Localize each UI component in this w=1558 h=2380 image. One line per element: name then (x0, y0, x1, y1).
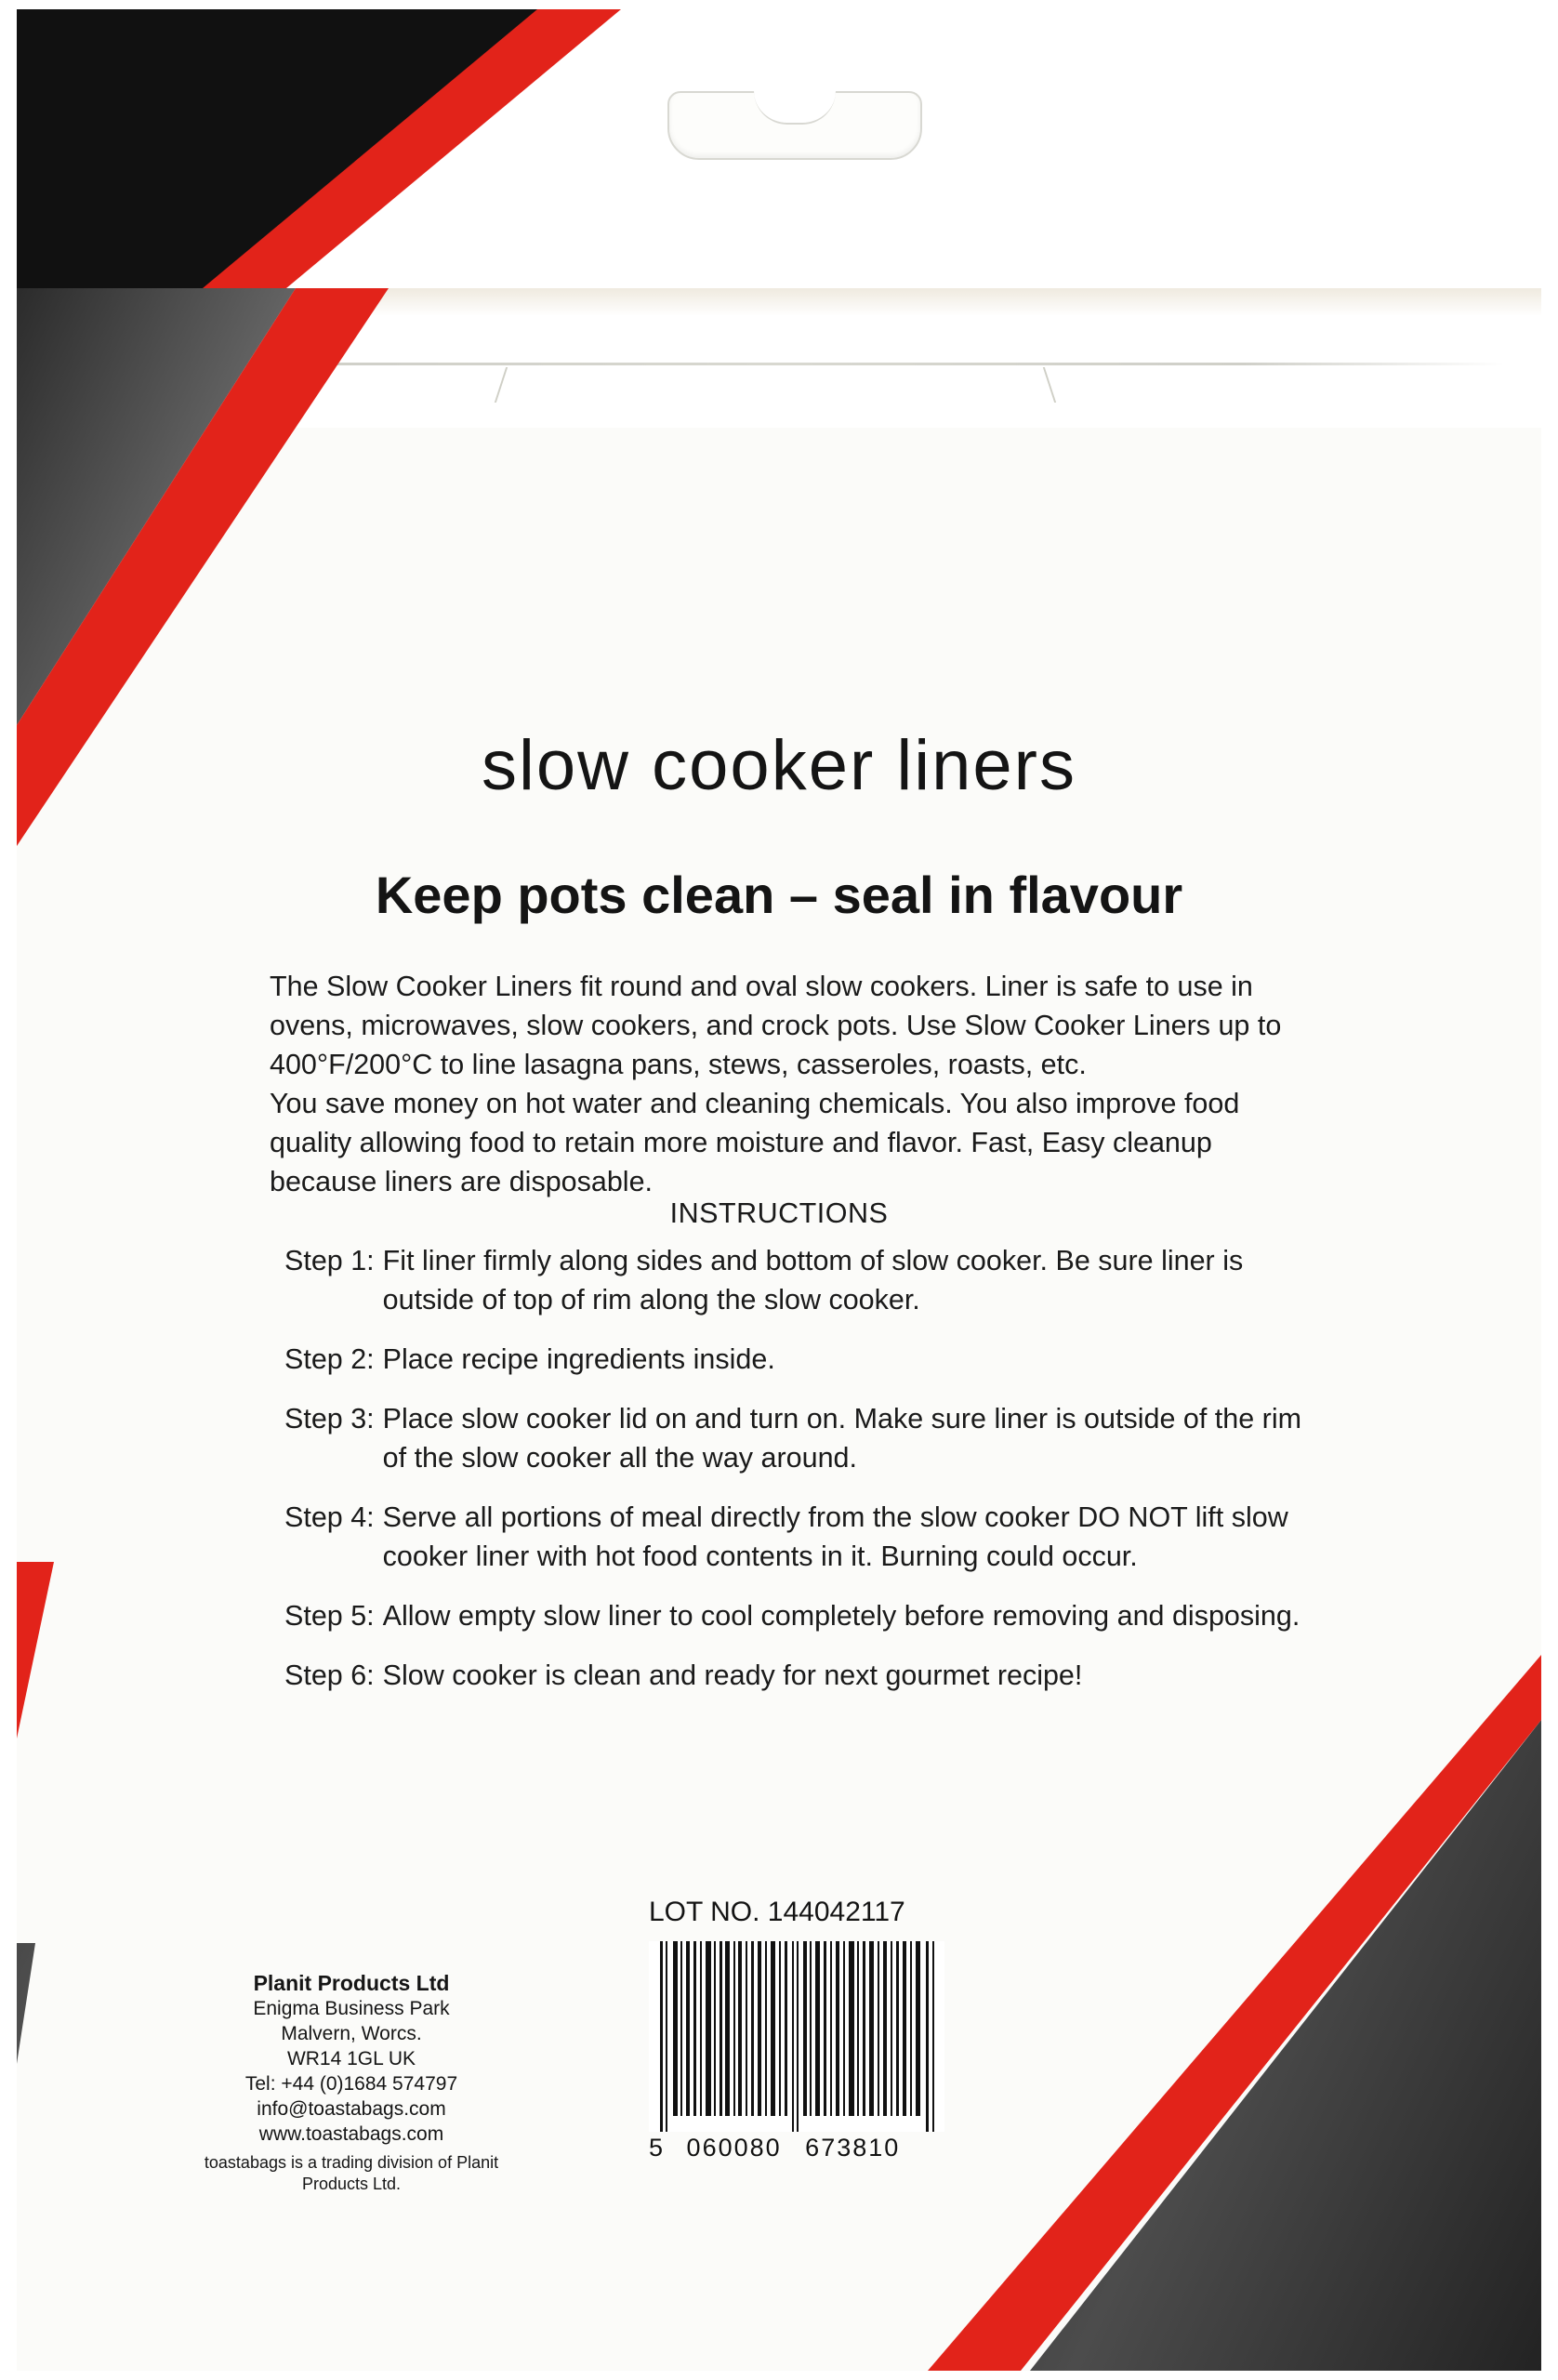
instruction-step (284, 1656, 1316, 1695)
instruction-steps (284, 1241, 1316, 1715)
printed-content (17, 9, 1541, 2371)
product-subtitle: Keep pots clean – seal in flavour (375, 866, 1183, 924)
carton-artwork (17, 9, 1541, 2371)
step-label: Step 2: (284, 1343, 375, 1375)
instructions-heading: INSTRUCTIONS (669, 1197, 889, 1229)
manufacturer-line2: Malvern, Worcs. (281, 2023, 422, 2044)
barcode-group-left: 060080 (686, 2134, 782, 2162)
step-text: Place slow cooker lid on and turn on. Make sure liner is outside of the rim of the slow cooker all the way around. (382, 1403, 1302, 1474)
product-description (270, 967, 1301, 1201)
manufacturer-address (198, 1971, 505, 2195)
step-text: Fit liner firmly along sides and bottom of slow cooker. Be sure liner is outside of top of rim along the slow cooker. (382, 1245, 1244, 1316)
step-label: Step 3: (284, 1403, 375, 1435)
step-label: Step 6: (284, 1659, 375, 1691)
manufacturer-company: Planit Products Ltd (253, 1971, 450, 1995)
instruction-step (284, 1241, 1316, 1319)
step-text: Allow empty slow liner to cool completely before removing and disposing. (382, 1600, 1301, 1632)
description-paragraph-2: You save money on hot water and cleaning chemicals. You also improve food quality allowing food to retain more moisture and flavor. Fast, Easy cleanup because liners are disposable. (270, 1088, 1240, 1197)
step-label: Step 5: (284, 1600, 375, 1632)
step-label: Step 4: (284, 1501, 375, 1533)
step-text: Place recipe ingredients inside. (382, 1343, 775, 1375)
manufacturer-note: toastabags is a trading division of Planit Products Ltd. (204, 2153, 499, 2193)
instruction-step (284, 1498, 1316, 1576)
manufacturer-website: www.toastabags.com (258, 2123, 444, 2145)
instruction-step (284, 1399, 1316, 1477)
manufacturer-email: info@toastabags.com (257, 2098, 446, 2120)
lot-number: LOT NO. 144042117 (649, 1897, 905, 1927)
instruction-step (284, 1340, 1316, 1379)
barcode-image (649, 1941, 944, 2132)
manufacturer-line1: Enigma Business Park (253, 1998, 450, 2019)
step-text: Slow cooker is clean and ready for next gourmet recipe! (382, 1659, 1083, 1691)
product-title: slow cooker liners (482, 726, 1076, 805)
manufacturer-line3: WR14 1GL UK (286, 2048, 416, 2069)
barcode-group-right: 673810 (805, 2134, 901, 2162)
description-paragraph-1: The Slow Cooker Liners fit round and oval slow cookers. Liner is safe to use in ovens, microwaves, slow cookers, and crock pots. Use Slow Cooker Liners up to 400°F/200°C to line lasagna pans, stews, casseroles, roasts, etc. (270, 971, 1282, 1080)
barcode-lead-digit: 5 (649, 2134, 666, 2162)
barcode-block (649, 1897, 965, 2162)
instruction-step (284, 1596, 1316, 1635)
step-text: Serve all portions of meal directly from the slow cooker DO NOT lift slow cooker liner with hot food contents in it. Burning could occur. (382, 1501, 1288, 1572)
barcode-digits (649, 2134, 965, 2162)
manufacturer-telephone: Tel: +44 (0)1684 574797 (244, 2073, 458, 2095)
step-label: Step 1: (284, 1245, 375, 1276)
